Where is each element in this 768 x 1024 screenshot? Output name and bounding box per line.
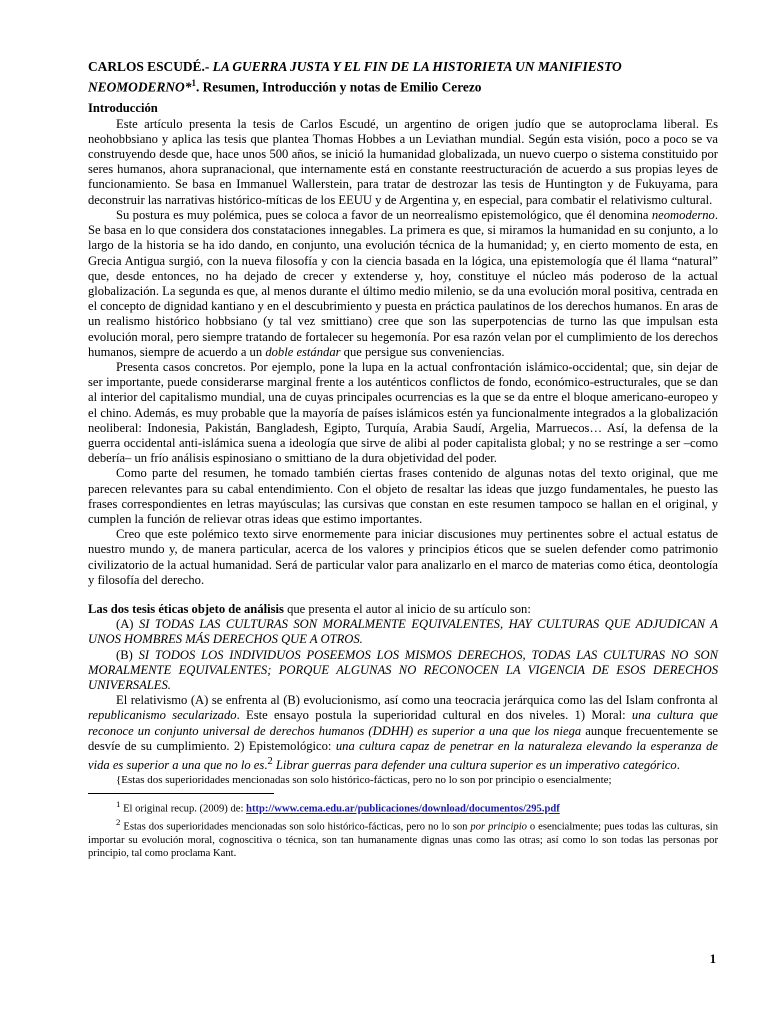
s2-italic-4: Librar guerras para defender una cultura superior es un imperativo categórico <box>272 758 677 773</box>
thesis-a-text: SI TODAS LAS CULTURAS SON MORALMENTE EQUIVALENTES, HAY CULTURAS QUE ADJUDICAN A UNOS HOMBRES MÁS DERECHOS QUE A OTROS. <box>88 617 718 647</box>
s2-text-c: aunque frecuentemente se desvíe de su cumplimiento. 2) Epistemológico: <box>88 723 718 753</box>
s2-italic-1: republicanismo secularizado <box>88 708 237 723</box>
footnote-1-number: 1 <box>116 799 121 810</box>
footnote-2 <box>88 816 718 860</box>
title-mark: * <box>184 79 192 95</box>
section2-note-line: {Estas dos superioridades mencionadas son solo histórico-fácticas, pero no lo son por principio o esencialmente; <box>116 774 612 787</box>
title-suffix: . Resumen, Introducción y notas de Emilio Cerezo <box>195 79 482 95</box>
thesis-a <box>88 617 718 647</box>
thesis-b <box>88 648 718 694</box>
section2-heading-rest: que presenta el autor al inicio de su artículo son: <box>283 601 531 616</box>
footnote-2-number: 2 <box>116 817 121 828</box>
intro-paragraph-4: Como parte del resumen, he tomado también ciertas frases contenido de algunas notas del texto original, que me parecen relevantes para su cabal entendimiento. Con el objeto de resaltar las ideas que juzgo fundamentales, he puesto las frases correspondientes en letras mayúsculas; las cursivas que constan en este resumen tampoco se hallan en el original, y cumplen la función de relievar otras ideas que estimo importantes. <box>88 466 718 526</box>
footnote-1-text: El original recup. (2009) de: <box>120 803 247 815</box>
footnote-2-text-a: Estas dos superioridades mencionadas son solo histórico-fácticas, pero no lo son <box>120 821 471 833</box>
footnote-1 <box>88 798 718 816</box>
intro-p2-text-c: que persigue sus conveniencias. <box>340 344 505 359</box>
s2-text-b: . Este ensayo postula la superioridad cultural en dos niveles. 1) Moral: <box>236 708 632 723</box>
s2-footnote-ref[interactable]: 2 <box>267 756 273 767</box>
section2-heading <box>88 602 718 617</box>
intro-p2-italic-1: neomoderno <box>651 207 715 222</box>
document-title <box>88 58 718 95</box>
footnote-2-text-b: o esencialmente; pues todas las culturas, sin importar su evolución moral, cognoscitiva o técnica, son tan humanamente dignas unas como las otras; así como lo son todas las personas por principio, tal como proclama Kant. <box>88 821 718 860</box>
page-content <box>88 58 718 861</box>
intro-paragraph-2 <box>88 208 718 360</box>
s2-italic-3: una cultura capaz de penetrar en la naturaleza elevando la esperanza de vida es superior a una que no lo es <box>88 738 718 773</box>
intro-paragraph-3: Presenta casos concretos. Por ejemplo, pone la lupa en la actual confrontación islámico-occidental; que, sin dejar de ser importante, puede considerarse marginal frente a los auténticos conflictos de fondo, económico-estructurales, que se dan al interior del capitalismo mundial, una de cuyas principales ocurrencias es la que se da entre el bloque americano-europeo y el chino. Además, es muy probable que la mayoría de países islámicos estén ya funcionalmente integrados a la globalización neoliberal: Indonesia, Pakistán, Bangladesh, Egipto, Turquía, Arabia Saudí, Argelia, Marruecos… Así, la defensa de la guerra occidental anti-islámica suena a ideología que sirve de alibi al poder capitalista global; y no se restringe a ser –como debería– un frío análisis espinosiano o smittiano de la dura objetividad del poder. <box>88 359 718 466</box>
intro-paragraph-5: Creo que este polémico texto sirve enormemente para iniciar discusiones muy pertinentes sobre el actual estatus de nuestro mundo y, de manera particular, acerca de los valores y principios éticos que se suelen defender como patrimonio civilizatorio de la actual humanidad. Será de particular valor para analizarlo en el marco de materias como ética, deontología y filosofía del derecho. <box>88 527 718 587</box>
title-author: CARLOS ESCUDÉ.- <box>88 59 210 74</box>
title-footnote-ref[interactable]: 1 <box>191 78 196 88</box>
thesis-b-text: SI TODOS LOS INDIVIDUOS POSEEMOS LOS MISMOS DERECHOS, TODAS LAS CULTURAS NO SON MORALMENTE EQUIVALENTES; PORQUE ALGUNAS NO RECONOCEN LA VIGENCIA DE ESOS DERECHOS UNIVERSALES. <box>88 647 719 692</box>
thesis-b-label: (B) <box>116 647 139 662</box>
s2-text-e: . <box>676 758 680 773</box>
thesis-a-label: (A) <box>116 617 139 632</box>
s2-text-a: El relativismo (A) se enfrenta al (B) evolucionismo, así como una teocracia jerárquica como las del Islam confronta al <box>116 693 718 708</box>
footnote-2-italic: por principio <box>470 821 527 833</box>
section-gap <box>88 588 718 602</box>
intro-heading: Introducción <box>88 101 158 116</box>
title-italic: LA GUERRA JUSTA Y EL FIN DE LA HISTORIETA UN MANIFIESTO NEOMODERNO <box>88 59 622 95</box>
s2-italic-2: una cultura que reconoce un conjunto universal de derechos humanos (DDHH) es superior a una que los niega <box>88 708 718 738</box>
footnote-1-link[interactable]: http://www.cema.edu.ar/publicaciones/download/documentos/295.pdf <box>246 803 560 815</box>
intro-p2-text-b: . Se basa en lo que considera dos constataciones innegables. La primera es que, si miramos la humanidad en su conjunto, a lo largo de la historia se ha ido dando, en conjunto, una evolución técnica de la humanidad; y, en cierto momento de esta, en Grecia Antigua surgió, con la nueva filosofía y con la ciencia basada en la lógica, una epistemología que él llama “natural” que, desde entonces, no ha dejado de crecer y extenderse y, hoy, constituye el núcleo más poderoso de la actual globalización. La segunda es que, al menos durante el último medio milenio, se da una evolución moral positiva, centrada en el concepto de dignidad kantiano y en el descubrimiento y puesta en práctica paulatinos de los derechos humanos. En aras de un realismo histórico hobbsiano (y tal vez smittiano) cree que son las superpotencias de turno las que impulsan esta evolución moral, pero siempre tratando de fortalecer su hegemonía. Por esa razón velan por el cumplimiento de los derechos humanos, siempre de acuerdo a un <box>88 207 718 359</box>
footnote-separator <box>88 793 274 794</box>
section2-paragraph <box>88 693 718 773</box>
intro-paragraph-1: Este artículo presenta la tesis de Carlos Escudé, un argentino de origen judío que se autoproclama liberal. Es neohobbsiano y aplica las tesis que plantea Thomas Hobbes a un Leviathan mundial. Según esta visión, poco a poco se va construyendo desde que, hace unos 500 años, se inició la humanidad globalizada, un nuevo cuerpo o sistema constituido por seres humanos, ahora supranacional, que internamente está en constante reestructuración de acuerdo a sus propias leyes de funcionamiento. Se basa en Immanuel Wallerstein, para tratar de destrozar las tesis de Huntington y de Fukuyama, para deconstruir las narrativas histórico-míticas de los EEUU y de Argentina y, en especial, para combatir el relativismo cultural. <box>88 116 718 207</box>
intro-p2-italic-2: doble estándar <box>265 344 341 359</box>
page-number: 1 <box>709 952 716 966</box>
s2-text-d: . <box>264 758 268 773</box>
intro-p2-text-a: Su postura es muy polémica, pues se coloca a favor de un neorrealismo epistemológico, que él denomina <box>116 207 652 222</box>
section2-heading-bold: Las dos tesis éticas objeto de análisis <box>88 601 284 616</box>
